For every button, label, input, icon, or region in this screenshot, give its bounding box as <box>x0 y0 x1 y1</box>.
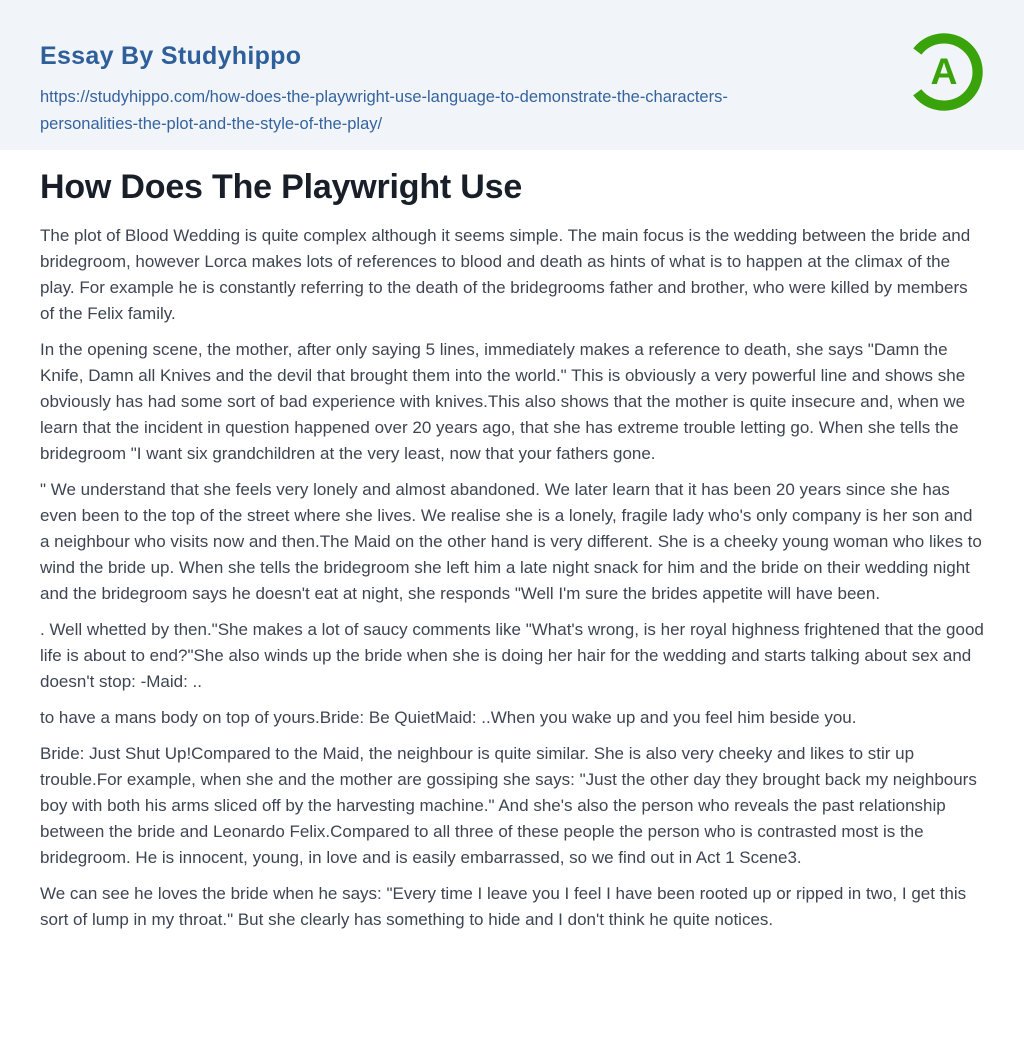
studyhippo-logo-icon <box>902 30 986 114</box>
essay-paragraph: . Well whetted by then."She makes a lot of saucy comments like "What's wrong, is her royal highness frightened that the good life is about to end?"She also winds up the bride when she is doing her hair for the wedding and starts talking about sex and doesn't stop: -Maid: .. <box>40 620 984 691</box>
essay-body <box>40 223 984 933</box>
essay-paragraph: We can see he loves the bride when he says: "Every time I leave you I feel I have been rooted up or ripped in two, I get this sort of lump in my throat." But she clearly has something to hide and I don't think he quite notices. <box>40 884 967 929</box>
essay-paragraph: In the opening scene, the mother, after only saying 5 lines, immediately makes a reference to death, she says "Damn the Knife, Damn all Knives and the devil that brought them into the world." This is obviously a very powerful line and shows she obviously has had some sort of bad experience with knives.This also shows that the mother is quite insecure and, when we learn that the incident in question happened over 20 years ago, that she has extreme trouble letting go. When she tells the bridegroom "I want six grandchildren at the very least, now that your fathers gone. <box>40 340 966 463</box>
site-label: Essay By Studyhippo <box>40 42 302 70</box>
page-title: How Does The Playwright Use <box>40 168 523 206</box>
header-band <box>0 0 1024 150</box>
essay-paragraph: " We understand that she feels very lonely and almost abandoned. We later learn that it has been 20 years since she has even been to the top of the street where she lives. We realise she is a lonely, fragile lady who's only company is her son and a neighbour who visits now and then.The Maid on the other hand is very different. She is a cheeky young woman who likes to wind the bride up. When she tells the bridegroom she left him a late night snack for him and the bride on their wedding night and the bridegroom says he doesn't eat at night, she responds "Well I'm sure the brides appetite will have been. <box>40 480 982 603</box>
essay-paragraph: to have a mans body on top of yours.Bride: Be QuietMaid: ..When you wake up and you feel him beside you. <box>40 708 857 727</box>
essay-paragraph: Bride: Just Shut Up!Compared to the Maid, the neighbour is quite similar. She is also very cheeky and likes to stir up trouble.For example, when she and the mother are gossiping she says: "Just the other day they brought back my neighbours boy with both his arms sliced off by the harvesting machine." And she's also the person who reveals the past relationship between the bride and Leonardo Felix.Compared to all three of these people the person who is contrasted most is the bridegroom. He is innocent, young, in love and is easily embarrassed, so we find out in Act 1 Scene3. <box>40 744 977 867</box>
essay-page <box>0 150 1024 933</box>
logo-letter: A <box>930 50 958 93</box>
essay-paragraph: The plot of Blood Wedding is quite complex although it seems simple. The main focus is the wedding between the bride and bridegroom, however Lorca makes lots of references to blood and death as hints of what is to happen at the climax of the play. For example he is constantly referring to the death of the bridegrooms father and brother, who were killed by members of the Felix family. <box>40 226 971 323</box>
source-url-link[interactable]: https://studyhippo.com/how-does-the-playwright-use-language-to-demonstrate-the-characters-personalities-the-plot-and-the-style-of-the-play/ <box>40 88 728 133</box>
